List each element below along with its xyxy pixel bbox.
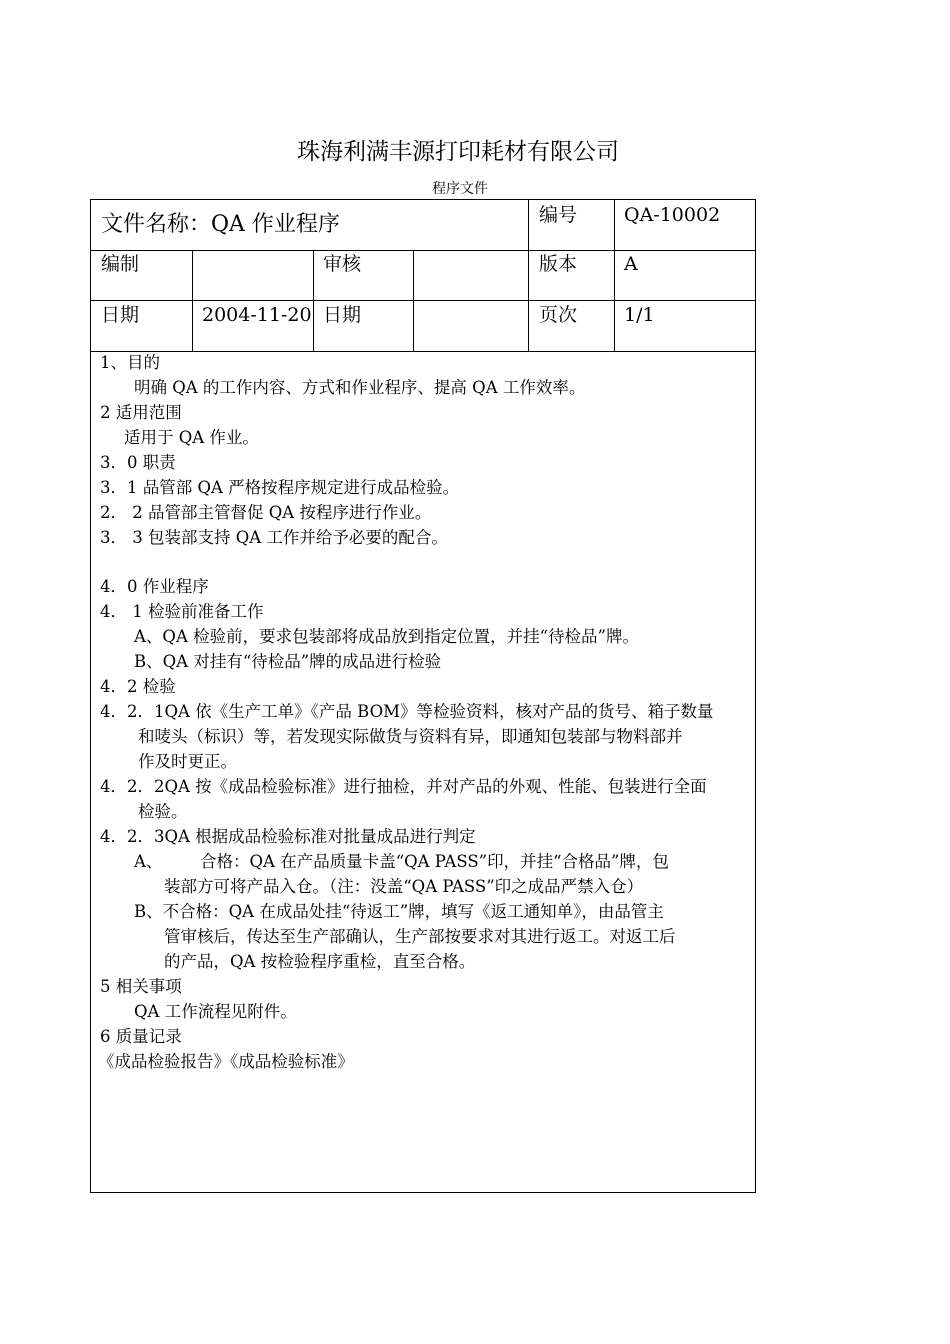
paragraph: 和唛头（标识）等，若发现实际做货与资料有异，即通知包装部与物料部并	[138, 727, 683, 746]
column-divider-2	[313, 250, 314, 351]
date2-label: 日期	[323, 304, 362, 326]
version-value: A	[624, 253, 638, 275]
number-value: QA-10002	[624, 204, 721, 226]
section-4-heading: 4．0 作业程序	[100, 577, 209, 596]
column-divider-4	[528, 200, 529, 351]
section-6-heading: 6 质量记录	[100, 1027, 182, 1046]
number-label: 编号	[539, 204, 578, 226]
document-type: 程序文件	[432, 181, 488, 197]
section-3-heading: 3．0 职责	[100, 453, 176, 472]
section-5-heading: 5 相关事项	[100, 977, 182, 996]
paragraph: 明确 QA 的工作内容、方式和作业程序、提高 QA 工作效率。	[134, 378, 586, 397]
paragraph: 4．2．2QA 按《成品检验标准》进行抽检，并对产品的外观、性能、包装进行全面	[100, 777, 707, 796]
date-label: 日期	[101, 304, 140, 326]
paragraph: 4．2．3QA 根据成品检验标准对批量成品进行判定	[100, 827, 476, 846]
list-item: 2． 2 品管部主管督促 QA 按程序进行作业。	[100, 503, 432, 522]
file-name: 文件名称：QA 作业程序	[101, 212, 340, 237]
version-label: 版本	[539, 253, 578, 275]
column-divider-5	[614, 200, 615, 351]
list-item: 4． 1 检验前准备工作	[100, 602, 264, 621]
paragraph: QA 工作流程见附件。	[134, 1002, 297, 1021]
paragraph: 适用于 QA 作业。	[124, 428, 259, 447]
list-item: B、QA 对挂有“待检品”牌的成品进行检验	[134, 652, 442, 671]
header-bottom-divider	[91, 351, 755, 352]
paragraph: 4．2．1QA 依《生产工单》《产品 BOM》等检验资料，核对产品的货号、箱子数量	[100, 702, 714, 721]
list-item: 管审核后，传达至生产部确认，生产部按要求对其进行返工。对返工后	[164, 927, 676, 946]
section-1-heading: 1、目的	[100, 353, 160, 372]
column-divider-1	[192, 250, 193, 351]
list-item: A、QA 检验前，要求包装部将成品放到指定位置，并挂“待检品”牌。	[134, 627, 639, 646]
paragraph: 《成品检验报告》《成品检验标准》	[98, 1052, 354, 1071]
list-item: B、不合格：QA 在成品处挂“待返工”牌，填写《返工通知单》，由品管主	[134, 902, 664, 921]
date-value: 2004-11-20	[202, 304, 312, 326]
paragraph: 检验。	[138, 802, 188, 821]
paragraph: 作及时更正。	[138, 752, 237, 771]
section-2-heading: 2 适用范围	[100, 403, 182, 422]
list-item: 的产品，QA 按检验程序重检，直至合格。	[164, 952, 476, 971]
company-name: 珠海利满丰源打印耗材有限公司	[297, 139, 619, 165]
list-item: 合格：QA 在产品质量卡盖“QA PASS”印，并挂“合格品”牌，包	[200, 852, 669, 871]
header-row-divider-2	[91, 300, 755, 301]
column-divider-3	[413, 250, 414, 351]
list-item: 3．1 品管部 QA 严格按程序规定进行成品检验。	[100, 478, 460, 497]
list-item: 装部方可将产品入仓。（注：没盖“QA PASS”印之成品严禁入仓）	[164, 877, 644, 896]
list-item: 3． 3 包装部支持 QA 工作并给予必要的配合。	[100, 528, 448, 547]
editor-label: 编制	[101, 253, 140, 275]
header-row-divider-1	[91, 250, 755, 251]
review-label: 审核	[323, 253, 362, 275]
page-label: 页次	[539, 304, 578, 326]
list-marker: A、	[134, 852, 163, 871]
document-frame	[90, 199, 756, 1193]
subsection-heading: 4．2 检验	[100, 677, 176, 696]
page-value: 1/1	[624, 304, 655, 326]
